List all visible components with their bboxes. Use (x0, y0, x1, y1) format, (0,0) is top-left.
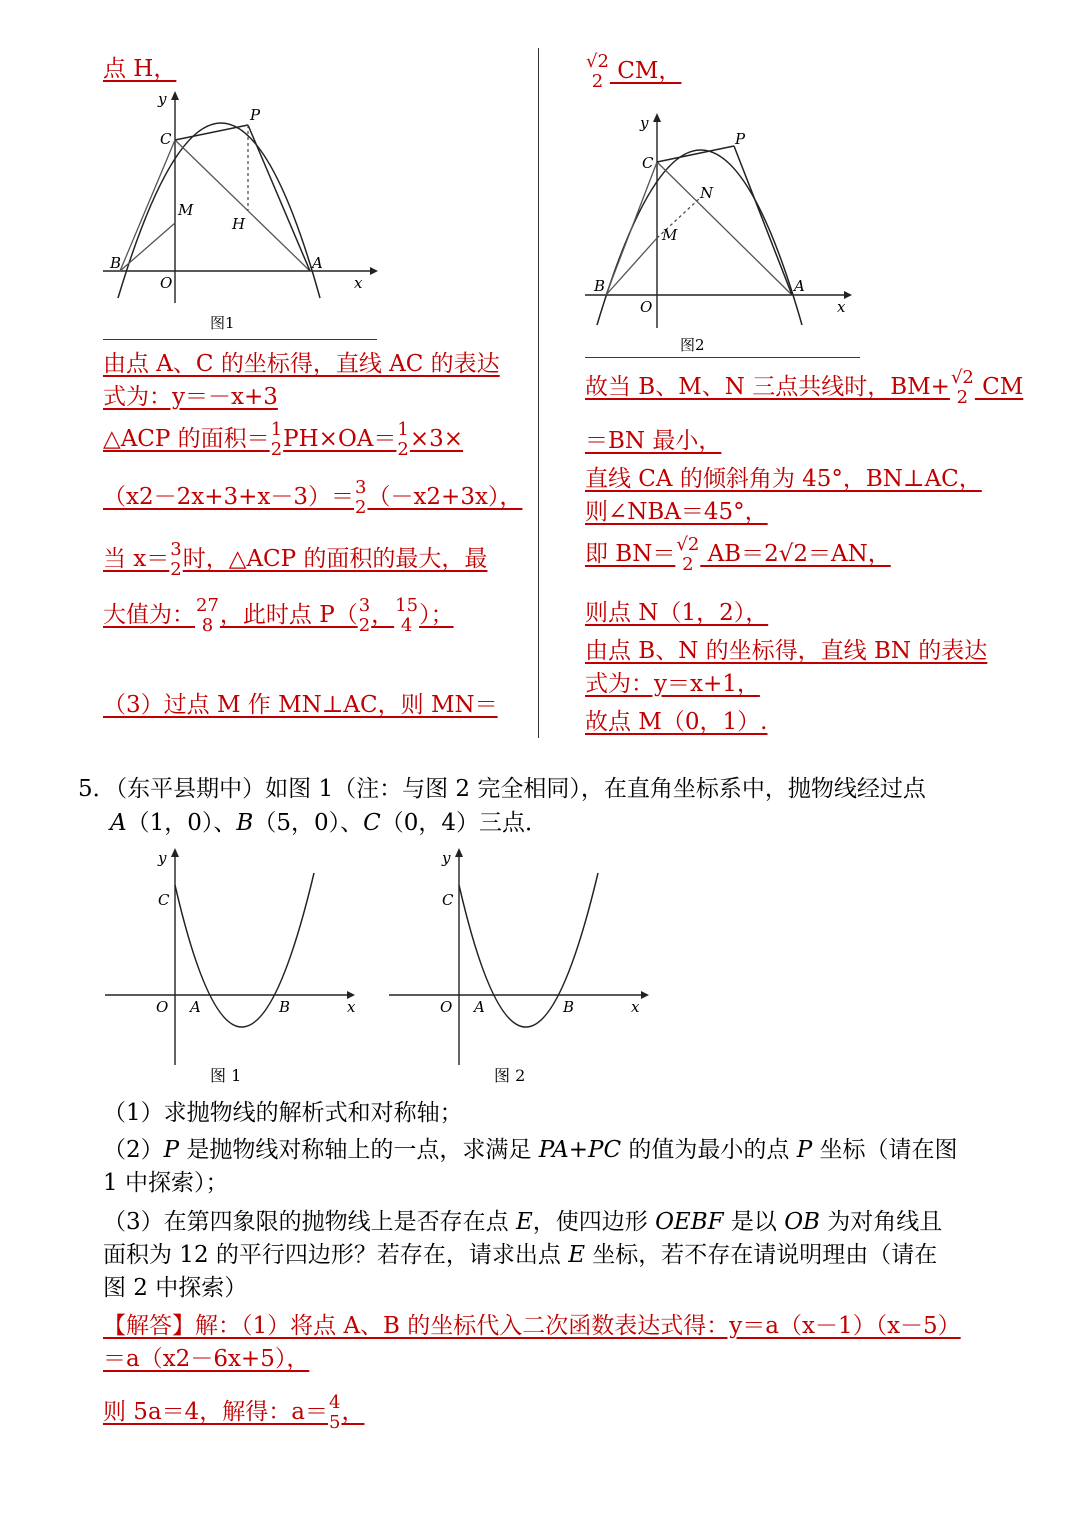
label-c: C (158, 891, 170, 909)
label-c: C (642, 154, 654, 172)
q5-part-1: （1）求抛物线的解析式和对称轴； (103, 1100, 463, 1126)
line-cp (175, 125, 248, 140)
line-pa (734, 146, 792, 295)
label-o: O (640, 298, 653, 316)
right-line-1: √2 2 CM， (586, 51, 682, 92)
line-pa (248, 125, 310, 271)
figure-q5-2-caption: 图 2 (494, 1066, 526, 1085)
label-b: B (594, 277, 606, 295)
left-line-8: （3）过点 M 作 MN⊥AC，则 MN＝ (103, 692, 498, 718)
label-x: x (837, 298, 846, 316)
label-c: C (442, 891, 454, 909)
right-line-3: ＝BN 最小， (585, 428, 722, 454)
label-b: B (563, 998, 575, 1016)
label-m: M (178, 201, 194, 219)
label-x: x (347, 998, 356, 1016)
left-line-7: 大值为： 27 8 ，此时点 P（ 3 2 ， 15 4 ）； (103, 595, 454, 636)
label-c: C (160, 130, 172, 148)
column-divider (538, 48, 539, 738)
y-arrow-icon (171, 91, 179, 100)
answer-line-1: 【解答】解：（1）将点 A、B 的坐标代入二次函数表达式得：y＝a（x－1）（x－5） (103, 1313, 961, 1339)
label-y: y (158, 849, 167, 867)
y-arrow-icon (171, 848, 179, 857)
right-line-7: 则点 N（1，2）， (585, 600, 769, 626)
label-b: B (110, 254, 122, 272)
label-o: O (156, 998, 169, 1016)
separator (585, 357, 860, 358)
label-o: O (440, 998, 453, 1016)
line-cb (606, 162, 657, 295)
label-x: x (631, 998, 640, 1016)
figure-q5-1-caption: 图 1 (210, 1066, 242, 1085)
label-a: A (794, 277, 805, 295)
figure-2-caption: 图2 (680, 336, 705, 354)
label-p: P (735, 130, 746, 148)
label-p: P (250, 106, 261, 124)
answer-tag: 【解答】 (103, 1313, 195, 1339)
figure-q5-1 (102, 845, 362, 1090)
left-line-5: （x2－2x+3+x－3）＝ 3 2 （－x2+3x）， (103, 477, 523, 518)
figure-1 (98, 88, 388, 338)
label-h: H (232, 215, 246, 233)
line-bm (120, 223, 175, 271)
q5-part-2: （2）P 是抛物线对称轴上的一点，求满足 PA+PC 的值为最小的点 P 坐标（请在图 (103, 1137, 958, 1163)
label-a: A (312, 254, 323, 272)
figure-q5-2 (386, 845, 656, 1090)
line-cp (657, 146, 734, 162)
label-o: O (160, 274, 173, 292)
y-arrow-icon (455, 848, 463, 857)
parabola (118, 123, 320, 298)
label-n: N (700, 184, 714, 202)
right-line-9: 式为：y＝x+1， (585, 671, 760, 697)
left-line-3: 式为：y＝－x+3 (103, 384, 278, 410)
line-cb (120, 140, 175, 271)
label-b: B (279, 998, 291, 1016)
answer-line-3: 则 5a＝4，解得：a＝ 4 5 ， (103, 1392, 365, 1433)
label-y: y (640, 114, 649, 132)
right-line-6: 即 BN＝ √2 2 AB＝2√2＝AN， (585, 534, 891, 575)
answer-line-2: ＝a（x2－6x+5）， (103, 1346, 310, 1372)
q5-part-2-cont: 1 中探索）； (103, 1170, 229, 1196)
q5-points: A（1，0）、B（5，0）、C（0，4）三点． (110, 810, 548, 836)
label-y: y (442, 849, 451, 867)
left-line-2: 由点 A、C 的坐标得，直线 AC 的表达 (103, 351, 500, 377)
right-line-2: 故当 B、M、N 三点共线时，BM+ √2 2 CM (585, 367, 1024, 408)
q5-part-3-cont: 面积为 12 的平行四边形？若存在，请求出点 E 坐标，若不存在请说明理由（请在 (103, 1242, 938, 1268)
right-line-5: 则∠NBA＝45°， (585, 499, 768, 525)
left-line-1: 点 H， (103, 56, 177, 82)
left-line-6: 当 x＝ 3 2 时，△ACP 的面积的最大，最 (103, 539, 488, 580)
label-y: y (158, 90, 167, 108)
label-x: x (354, 274, 363, 292)
q5-part-3-end: 图 2 中探索） (103, 1275, 248, 1301)
right-line-8: 由点 B、N 的坐标得，直线 BN 的表达 (585, 638, 988, 664)
figure-1-caption: 图1 (210, 314, 235, 332)
x-arrow-icon (641, 991, 649, 999)
separator (103, 339, 377, 340)
label-a: A (190, 998, 201, 1016)
line-bm (606, 238, 657, 295)
figure-2 (582, 110, 862, 360)
x-arrow-icon (370, 267, 378, 275)
label-a: A (474, 998, 485, 1016)
q5-part-3: （3）在第四象限的抛物线上是否存在点 E，使四边形 OEBF 是以 OB 为对角线且 (103, 1209, 943, 1235)
left-line-4: △ACP 的面积＝ 1 2 PH×OA＝ 1 2 ×3× (103, 419, 464, 460)
right-line-4: 直线 CA 的倾斜角为 45°，BN⊥AC， (585, 466, 982, 492)
label-m: M (662, 226, 678, 244)
y-arrow-icon (653, 113, 661, 122)
right-line-10: 故点 M（0，1）. (585, 709, 768, 735)
q5-heading: 5．（东平县期中）如图 1（注：与图 2 完全相同），在直角坐标系中，抛物线经过点 (78, 776, 926, 802)
